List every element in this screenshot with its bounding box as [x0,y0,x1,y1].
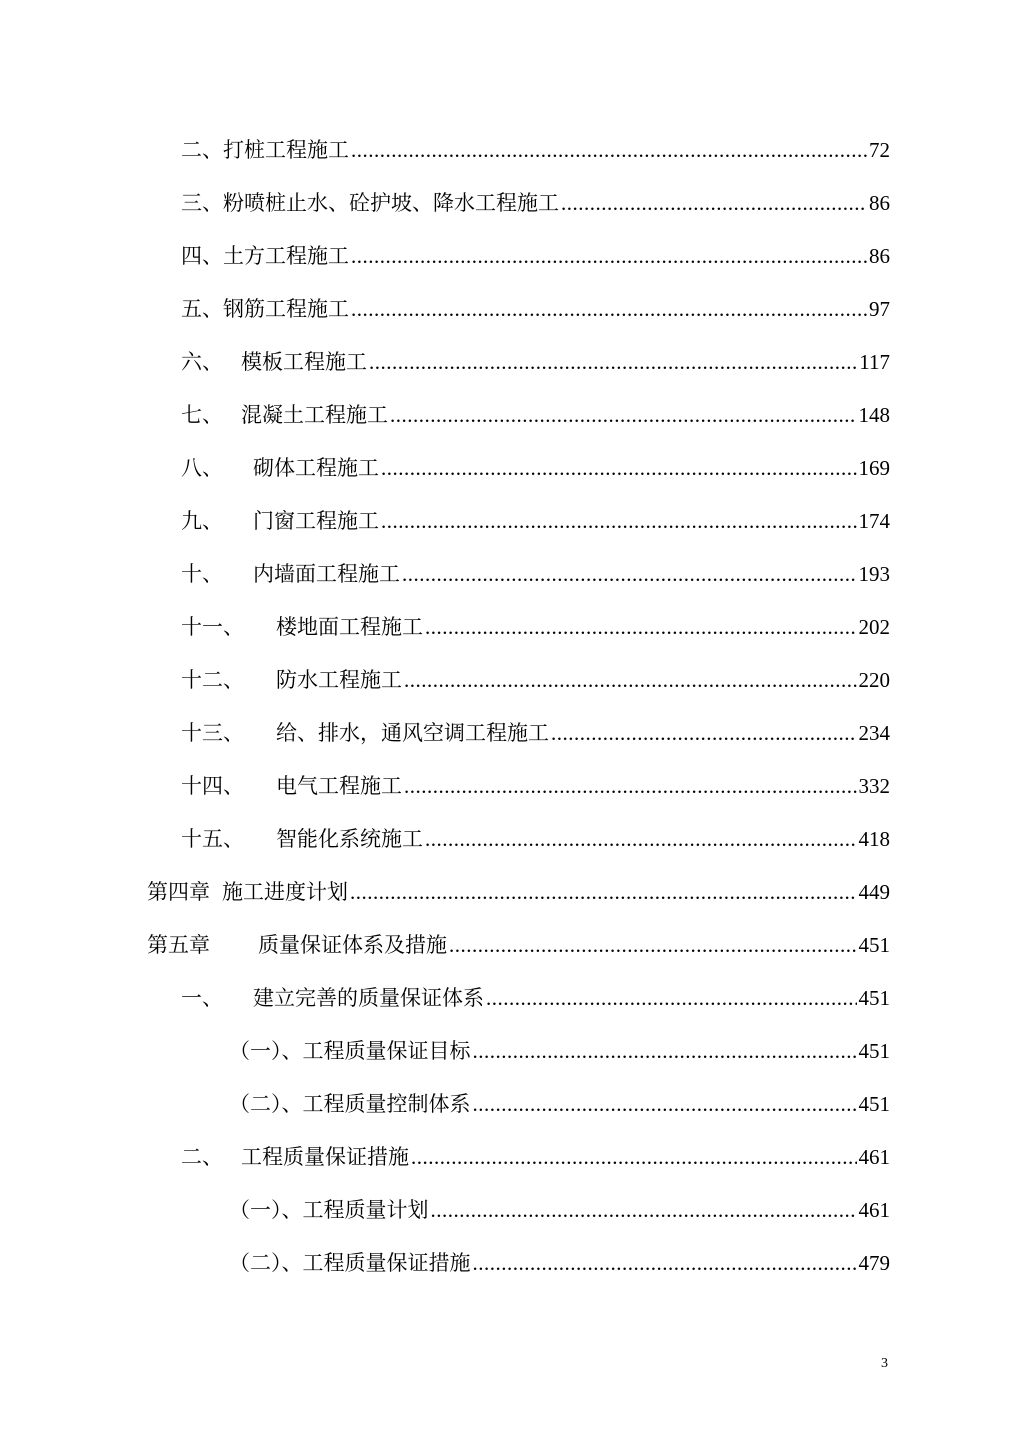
toc-leader [381,504,857,538]
toc-entry-title: 工程质量控制体系 [302,1092,471,1116]
toc-leader [425,822,857,856]
toc-entry[interactable] [181,398,890,432]
toc-entry-number: 第五章 [147,933,210,957]
toc-entry[interactable] [181,1140,890,1174]
toc-entry-title: 电气工程施工 [276,774,402,798]
toc-entry-title: 打桩工程施工 [223,138,349,162]
toc-entry-number: 七、 [181,403,223,427]
toc-entry-number: 十五、 [181,827,244,851]
toc-leader [350,875,857,909]
toc-entry-title: 施工进度计划 [222,880,348,904]
toc-entry-page: 449 [858,880,890,904]
toc-entry[interactable] [181,716,890,750]
toc-entry[interactable] [181,822,890,856]
toc-entry-number: 十四、 [181,774,244,798]
toc-entry-title: 模板工程施工 [241,350,367,374]
toc-entry-number: 八、 [181,456,223,480]
toc-entry-page: 86 [869,191,890,215]
toc-leader [369,345,857,379]
page-number: 3 [881,1356,888,1371]
toc-entry[interactable] [181,292,890,326]
toc-entry-title: 砌体工程施工 [253,456,379,480]
toc-leader [390,398,857,432]
toc-entry-page: 220 [858,668,890,692]
toc-leader [351,133,867,167]
toc-entry-page: 174 [858,509,890,533]
toc-entry-number: 三、 [181,191,223,215]
toc-entry-page: 169 [858,456,890,480]
toc-leader [551,716,857,750]
toc-entry[interactable] [181,981,890,1015]
toc-leader [404,769,857,803]
toc-entry-page: 117 [859,350,890,374]
toc-leader [486,981,857,1015]
toc-leader [425,610,857,644]
toc-entry-title: 混凝土工程施工 [241,403,388,427]
toc-entry-page: 418 [858,827,890,851]
toc-entry[interactable] [181,557,890,591]
toc-entry-title: 粉喷桩止水、砼护坡、降水工程施工 [223,191,559,215]
toc-entry[interactable] [181,451,890,485]
toc-entry-page: 461 [858,1145,890,1169]
toc-entry[interactable] [181,663,890,697]
toc-entry-page: 451 [858,1039,890,1063]
toc-entry-page: 86 [869,244,890,268]
toc-leader [449,928,857,962]
toc-entry-title: 智能化系统施工 [276,827,423,851]
toc-leader [473,1034,857,1068]
toc-entry-title: 楼地面工程施工 [276,615,423,639]
toc-entry-page: 193 [858,562,890,586]
toc-leader [351,239,867,273]
toc-entry-number: （二）、 [229,1092,303,1116]
toc-entry-title: 土方工程施工 [223,244,349,268]
toc-entry-title: 工程质量保证目标 [302,1039,471,1063]
toc-chapter-entry[interactable] [147,928,890,962]
toc-subentry[interactable] [229,1246,890,1280]
toc-leader [431,1193,857,1227]
toc-leader [351,292,867,326]
toc-leader [404,663,857,697]
toc-entry-number: 一、 [181,986,223,1010]
toc-entry[interactable] [181,186,890,220]
toc-entry-page: 202 [858,615,890,639]
toc-subentry[interactable] [229,1087,890,1121]
toc-entry-title: 钢筋工程施工 [223,297,349,321]
toc-entry-page: 479 [858,1251,890,1275]
toc-entry-number: （一）、 [229,1198,303,1222]
toc-leader [473,1246,857,1280]
toc-leader [473,1087,857,1121]
toc-entry-number: 十二、 [181,668,244,692]
toc-leader [381,451,857,485]
toc-leader [411,1140,857,1174]
toc-subentry[interactable] [229,1034,890,1068]
toc-entry-number: 四、 [181,244,223,268]
toc-entry[interactable] [181,133,890,167]
toc-entry[interactable] [181,239,890,273]
toc-entry[interactable] [181,345,890,379]
toc-entry-page: 332 [858,774,890,798]
toc-entry-page: 451 [858,933,890,957]
toc-entry-number: （二）、 [229,1251,303,1275]
toc-entry-number: 六、 [181,350,223,374]
toc-entry-page: 234 [858,721,890,745]
toc-entry-title: 给、排水，通风空调工程施工 [276,721,549,745]
toc-entry-title: 建立完善的质量保证体系 [253,986,484,1010]
toc-entry-title: 工程质量保证措施 [241,1145,409,1169]
toc-entry-title: 门窗工程施工 [253,509,379,533]
toc-entry-number: 十、 [181,562,223,586]
toc-entry[interactable] [181,610,890,644]
toc-entry[interactable] [181,504,890,538]
toc-entry-page: 97 [869,297,890,321]
toc-leader [402,557,857,591]
toc-entry-page: 72 [869,138,890,162]
toc-entry-page: 451 [858,1092,890,1116]
toc-entry-page: 148 [858,403,890,427]
toc-entry[interactable] [181,769,890,803]
toc-entry-number: 十一、 [181,615,244,639]
toc-entry-page: 451 [858,986,890,1010]
toc-entry-title: 防水工程施工 [276,668,402,692]
toc-chapter-entry[interactable] [147,875,890,909]
toc-entry-number: 十三、 [181,721,244,745]
toc-entry-title: 内墙面工程施工 [253,562,400,586]
toc-entry-number: （一）、 [229,1039,303,1063]
toc-entry-number: 五、 [181,297,223,321]
toc-entry-title: 工程质量计划 [302,1198,429,1222]
toc-entry-title: 质量保证体系及措施 [258,933,447,957]
toc-entry-page: 461 [858,1198,890,1222]
toc-entry-number: 二、 [181,1145,223,1169]
toc-entry-number: 第四章 [147,880,210,904]
toc-entry-number: 九、 [181,509,223,533]
toc-entry-number: 二、 [181,138,223,162]
toc-entry-title: 工程质量保证措施 [302,1251,471,1275]
toc-leader [561,186,867,220]
toc-subentry[interactable] [229,1193,890,1227]
